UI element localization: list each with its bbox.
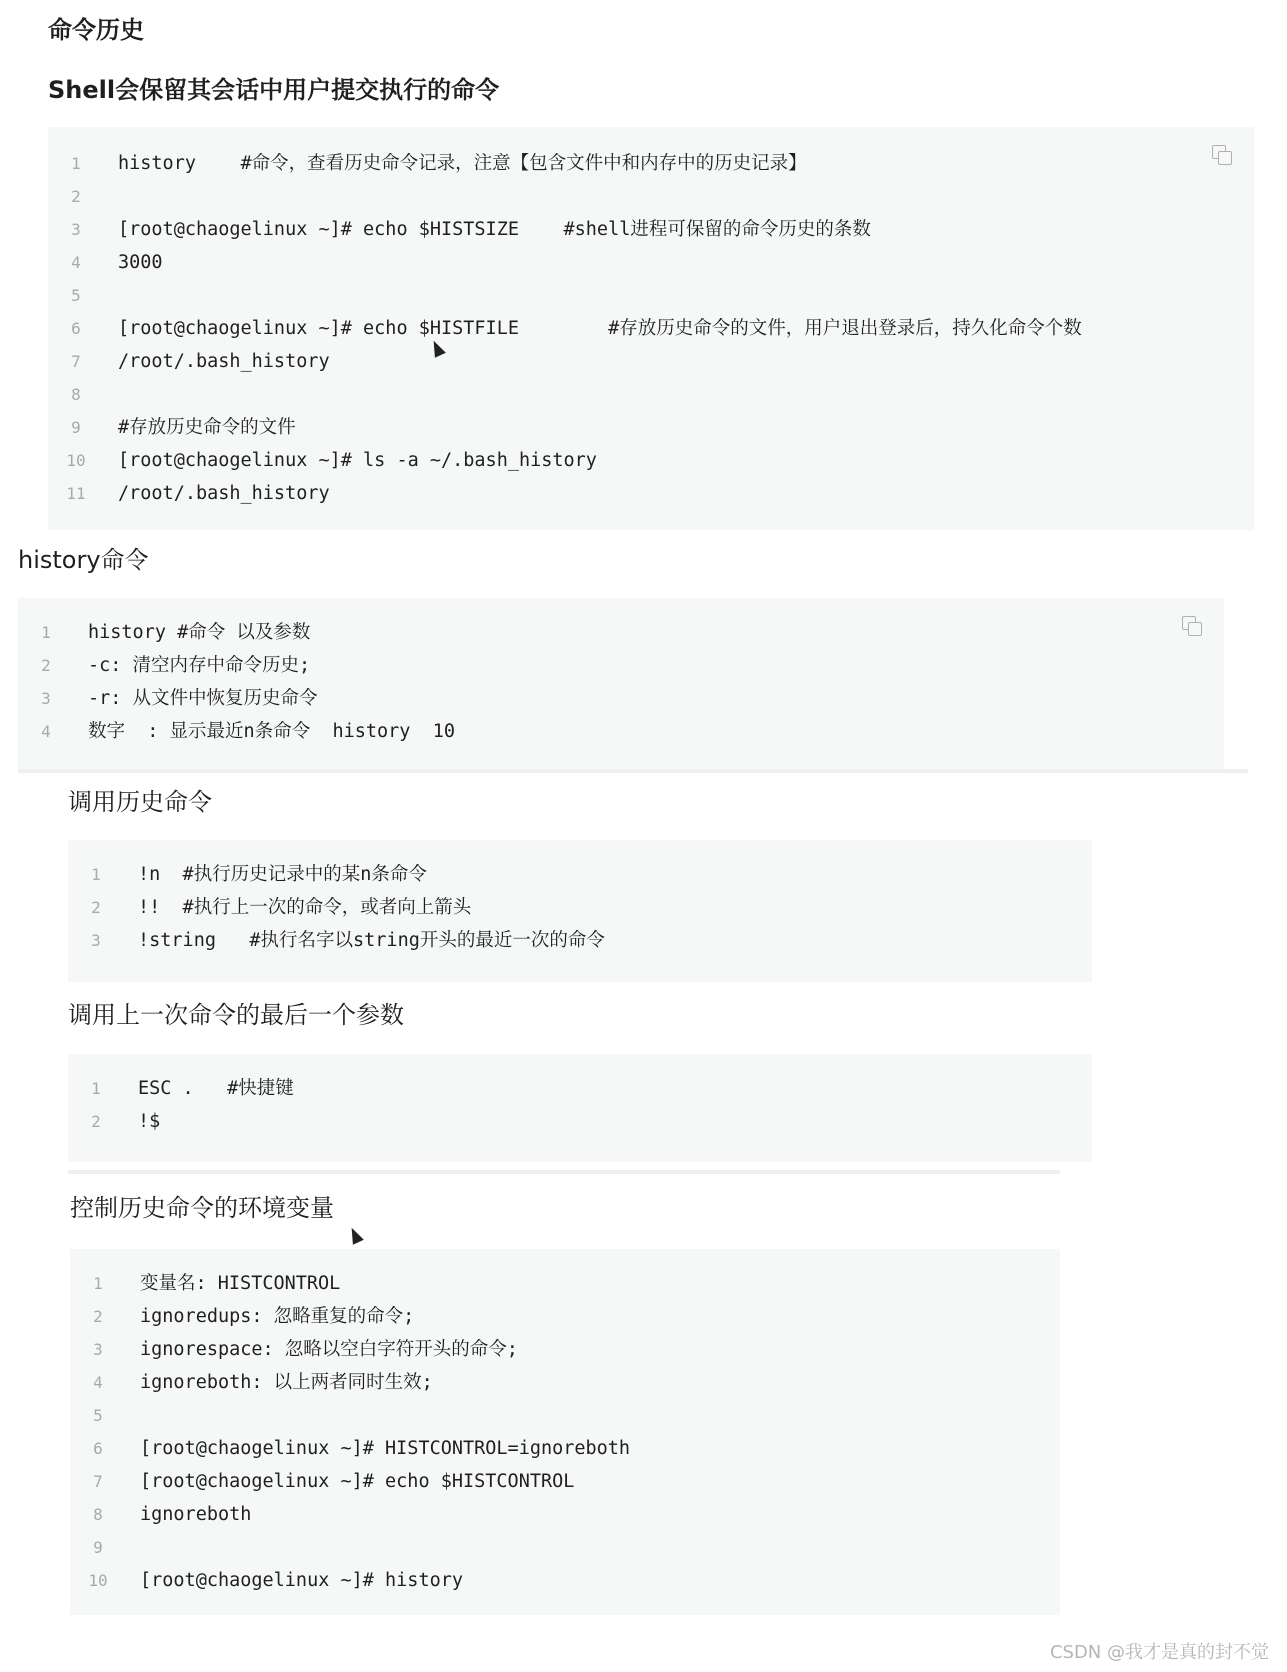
code-line xyxy=(70,1432,1060,1465)
code-line xyxy=(18,682,1224,715)
code-text: 变量名: HISTCONTROL xyxy=(140,1273,341,1294)
line-number: 1 xyxy=(93,1274,103,1293)
code-text: #存放历史命令的文件 xyxy=(118,417,296,438)
code-text: [root@chaogelinux ~]# ls -a ~/.bash_history xyxy=(118,450,597,471)
code-line xyxy=(70,1300,1060,1333)
line-number: 3 xyxy=(71,220,81,239)
line-number: 3 xyxy=(41,689,51,708)
code-line xyxy=(70,1267,1060,1300)
line-number: 10 xyxy=(66,451,86,470)
code-text: /root/.bash_history xyxy=(118,483,330,504)
code-line xyxy=(48,378,1254,411)
code-line xyxy=(70,1498,1060,1531)
line-number: 11 xyxy=(66,484,86,503)
code-text: ignoreboth: 以上两者同时生效; xyxy=(140,1372,433,1393)
code-text: [root@chaogelinux ~]# echo $HISTCONTROL xyxy=(140,1471,575,1492)
line-number: 9 xyxy=(93,1538,103,1557)
line-number: 6 xyxy=(93,1439,103,1458)
section-title-last-arg: 调用上一次命令的最后一个参数 xyxy=(68,1001,404,1029)
line-number: 3 xyxy=(91,931,101,950)
code-text: !$ xyxy=(138,1111,161,1132)
code-line xyxy=(68,858,1092,891)
line-number: 5 xyxy=(93,1406,103,1425)
code-line xyxy=(48,345,1254,378)
line-number: 10 xyxy=(88,1571,108,1590)
line-number: 3 xyxy=(93,1340,103,1359)
section-title-history-command: history命令 xyxy=(18,546,149,574)
code-line xyxy=(68,924,1092,957)
code-text: -r: 从文件中恢复历史命令 xyxy=(88,688,318,709)
code-line xyxy=(70,1564,1060,1597)
code-text: /root/.bash_history xyxy=(118,351,330,372)
code-text: ignorespace: 忽略以空白字符开头的命令; xyxy=(140,1339,518,1360)
code-text: ignoredups: 忽略重复的命令; xyxy=(140,1306,415,1327)
code-line xyxy=(48,477,1254,510)
line-number: 1 xyxy=(41,623,51,642)
code-line xyxy=(70,1333,1060,1366)
code-line xyxy=(70,1465,1060,1498)
line-number: 2 xyxy=(91,1112,101,1131)
line-number: 2 xyxy=(71,187,81,206)
section-title-env-vars: 控制历史命令的环境变量 xyxy=(70,1194,334,1222)
code-line xyxy=(48,279,1254,312)
code-text: [root@chaogelinux ~]# history xyxy=(140,1570,464,1591)
code-text: 3000 xyxy=(118,252,163,273)
code-text: [root@chaogelinux ~]# echo $HISTFILE #存放历史命令的文件，用户退出登录后，持久化命令个数 xyxy=(118,318,1082,339)
watermark: CSDN @我才是真的封不觉 xyxy=(1049,1642,1269,1663)
line-number: 1 xyxy=(91,865,101,884)
code-text: [root@chaogelinux ~]# HISTCONTROL=ignoreboth xyxy=(140,1438,631,1459)
code-line xyxy=(48,411,1254,444)
code-text: -c: 清空内存中命令历史; xyxy=(88,655,311,676)
code-line xyxy=(48,312,1254,345)
code-text: !string #执行名字以string开头的最近一次的命令 xyxy=(138,930,605,951)
code-text: history #命令 以及参数 xyxy=(88,622,311,643)
page-title: 命令历史 xyxy=(48,16,144,44)
line-number: 9 xyxy=(71,418,81,437)
line-number: 8 xyxy=(71,385,81,404)
code-line xyxy=(18,649,1224,682)
code-text: ignoreboth xyxy=(140,1504,252,1525)
divider xyxy=(68,1170,1060,1174)
line-number: 7 xyxy=(93,1472,103,1491)
code-text: 数字 : 显示最近n条命令 history 10 xyxy=(88,721,455,742)
code-block-history-options xyxy=(18,598,1224,773)
section-subtitle: Shell会保留其会话中用户提交执行的命令 xyxy=(48,76,500,104)
code-line xyxy=(48,213,1254,246)
code-text: !n #执行历史记录中的某n条命令 xyxy=(138,864,427,885)
code-text: !! #执行上一次的命令，或者向上箭头 xyxy=(138,897,472,918)
code-line xyxy=(68,891,1092,924)
code-line xyxy=(48,444,1254,477)
line-number: 4 xyxy=(71,253,81,272)
line-number: 2 xyxy=(41,656,51,675)
line-number: 1 xyxy=(71,154,81,173)
code-line xyxy=(48,180,1254,213)
line-number: 1 xyxy=(91,1079,101,1098)
code-line xyxy=(48,147,1254,180)
code-block-last-arg xyxy=(68,1054,1092,1162)
line-number: 4 xyxy=(41,722,51,741)
copy-icon[interactable] xyxy=(1182,616,1202,636)
section-title-recall-history: 调用历史命令 xyxy=(68,788,212,816)
copy-icon[interactable] xyxy=(1212,145,1232,165)
code-text: [root@chaogelinux ~]# echo $HISTSIZE #shell进程可保留的命令历史的条数 xyxy=(118,219,871,240)
line-number: 2 xyxy=(93,1307,103,1326)
code-block-history-intro xyxy=(48,127,1254,530)
code-line xyxy=(70,1399,1060,1432)
code-line xyxy=(68,1105,1092,1138)
code-block-histcontrol xyxy=(70,1249,1060,1615)
code-line xyxy=(70,1531,1060,1564)
line-number: 2 xyxy=(91,898,101,917)
line-number: 6 xyxy=(71,319,81,338)
code-line xyxy=(68,1072,1092,1105)
code-text: history #命令，查看历史命令记录，注意【包含文件中和内存中的历史记录】 xyxy=(118,153,807,174)
line-number: 8 xyxy=(93,1505,103,1524)
code-line xyxy=(48,246,1254,279)
divider xyxy=(18,769,1248,773)
line-number: 7 xyxy=(71,352,81,371)
code-text: ESC . #快捷键 xyxy=(138,1078,294,1099)
code-block-recall-history xyxy=(68,840,1092,982)
mouse-cursor-icon xyxy=(346,1225,364,1245)
code-line xyxy=(70,1366,1060,1399)
line-number: 5 xyxy=(71,286,81,305)
line-number: 4 xyxy=(93,1373,103,1392)
code-line xyxy=(18,715,1224,748)
code-line xyxy=(18,616,1224,649)
